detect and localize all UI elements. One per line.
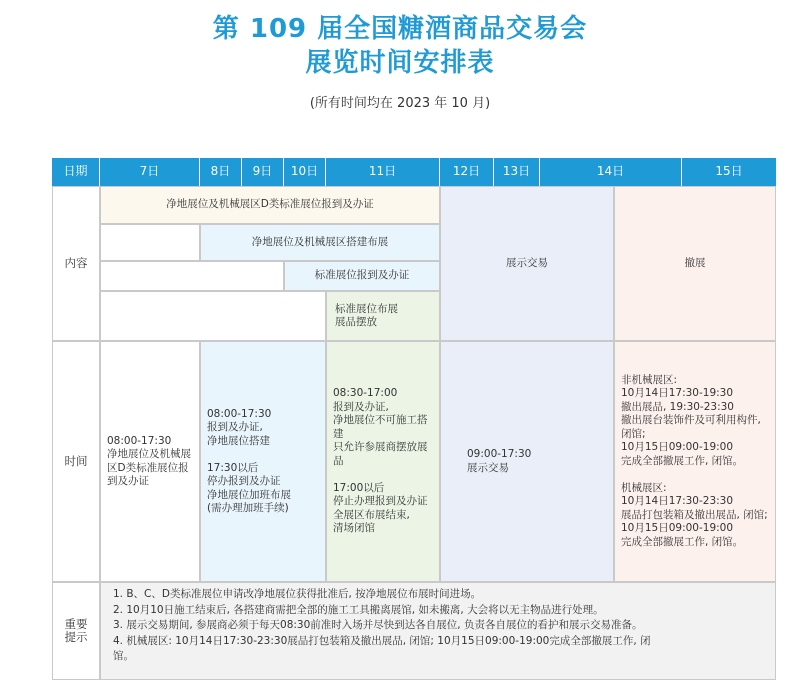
note-item: 2. 10月10日施工结束后, 各搭建商需把全部的施工工具搬离展馆, 如未搬离, 大会将以无主物品进行处理。 bbox=[113, 603, 604, 616]
time-day-8-10: 08:00-17:30 报到及办证, 净地展位搭建 17:30以后 停办报到及办证 净地展位加班布展 (需办理加班手续) bbox=[200, 341, 326, 582]
content-row-register: 净地展位及机械展区D类标准展位报到及办证 bbox=[100, 186, 440, 224]
time-exhibit: 09:00-17:30 展示交易 bbox=[440, 341, 614, 582]
header-day-15: 15日 bbox=[682, 158, 776, 186]
header-day-8: 8日 bbox=[200, 158, 242, 186]
note-item: 1. B、C、D类标准展位申请改净地展位获得批准后, 按净地展位布展时间进场。 bbox=[113, 588, 482, 600]
note-item: 3. 展示交易期间, 参展商必须于每天08:30前准时入场并尽快到达各自展位, 负责各自展位的看护和展示交易准备。 bbox=[113, 619, 643, 631]
content-exhibit: 展示交易 bbox=[440, 186, 614, 341]
content-row-standard-register: 标准展位报到及办证 bbox=[284, 261, 440, 291]
time-day-11: 08:30-17:00 报到及办证, 净地展位不可施工搭建 只允许参展商摆放展品 17:00以后 停止办理报到及办证 全展区布展结束, 清场闭馆 bbox=[326, 341, 440, 582]
content-empty bbox=[100, 224, 200, 261]
header-day-14: 14日 bbox=[540, 158, 682, 186]
header-day-11: 11日 bbox=[326, 158, 440, 186]
content-empty bbox=[100, 261, 284, 291]
content-empty bbox=[100, 291, 326, 341]
header-day-13: 13日 bbox=[494, 158, 540, 186]
page-subtitle-heading: 展览时间安排表 bbox=[305, 48, 495, 78]
header-day-10: 10日 bbox=[284, 158, 326, 186]
content-teardown: 撤展 bbox=[614, 186, 776, 341]
header-day-12: 12日 bbox=[440, 158, 494, 186]
row-label-content: 内容 bbox=[52, 186, 100, 341]
date-note: (所有时间均在 2023 年 10 月) bbox=[309, 96, 491, 111]
header-day-9: 9日 bbox=[242, 158, 284, 186]
page-title: 第 109 届全国糖酒商品交易会 bbox=[212, 14, 588, 44]
notes-box bbox=[100, 582, 776, 680]
content-row-build: 净地展位及机械展区搭建布展 bbox=[200, 224, 440, 261]
row-label-time: 时间 bbox=[52, 341, 100, 582]
time-day-7: 08:00-17:30 净地展位及机械展区D类标准展位报到及办证 bbox=[100, 341, 200, 582]
content-row-standard-build: 标准展位布展 展品摆放 bbox=[326, 291, 440, 341]
note-item: 4. 机械展区: 10月14日17:30-23:30展品打包装箱及撤出展品, 闭馆; 10月15日09:00-19:00完成全部撤展工作, 闭 馆。 bbox=[113, 634, 651, 662]
row-label-notes: 重要 提示 bbox=[52, 582, 100, 680]
header-day-7: 7日 bbox=[100, 158, 200, 186]
header-date: 日期 bbox=[52, 158, 100, 186]
time-teardown: 非机械展区: 10月14日17:30-19:30 撤出展品, 19:30-23:30 撤出展台装饰件及可利用构件, 闭馆; 10月15日09:00-19:00 完成全部撤展工作, 闭馆。 机械展区: 10月14日17:30-23:30 展品打包装箱及撤出展品, 闭馆; 10月15日09:00-19:00 完成全部撤展工作, 闭馆。 bbox=[614, 341, 776, 582]
